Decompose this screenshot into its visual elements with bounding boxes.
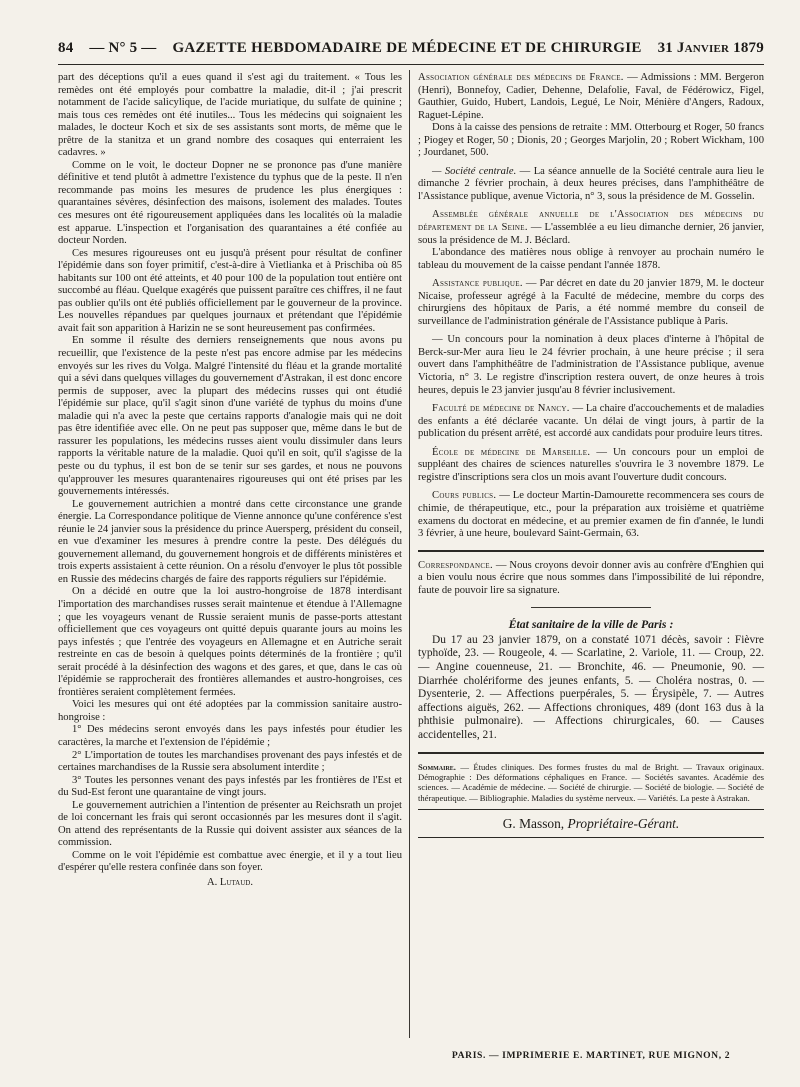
page-header bbox=[58, 40, 764, 62]
news-item-label: — Société centrale. bbox=[432, 165, 517, 177]
section-rule bbox=[418, 550, 764, 552]
news-item-label: Assemblée générale annuelle de l'Association des médecins du département de la Seine. bbox=[418, 209, 764, 234]
article-paragraph: 1° Des médecins seront envoyés dans les pays infestés pour étudier les caractères, la marche et l'extension de l'épidémie ; bbox=[58, 724, 402, 748]
issue-date: 31 Janvier 1879 bbox=[657, 40, 764, 56]
publisher-title: Propriétaire-Gérant. bbox=[567, 816, 680, 832]
article-paragraph: 3° Toutes les personnes venant des pays infestés par les frontières de l'Est et du Sud-Est feront une quarantaine de vingt jours. bbox=[58, 774, 402, 799]
page-number: 84 bbox=[58, 40, 74, 56]
news-item bbox=[418, 122, 764, 160]
news-item-label: Cours publics. bbox=[432, 490, 497, 502]
right-column bbox=[418, 72, 764, 838]
short-separator bbox=[531, 607, 651, 608]
news-item-label: École de médecine de Marseille. bbox=[432, 446, 591, 458]
news-item-label: Faculté de médecine de Nancy. bbox=[432, 403, 570, 415]
news-item-text: — La séance annuelle de la Société centrale aura lieu le dimanche 2 février prochain, à deux heures précises, dans l'amphithéâtre de l'Assistance publique, avenue Victoria, n° 3, sous la présidence de M. Gosselin. bbox=[418, 165, 764, 202]
article-paragraph: 2° L'importation de toutes les marchandises provenant des pays infestés et de certaines marchandises de la Russie sera absolument interdite ; bbox=[58, 749, 402, 774]
etat-sanitaire-title: État sanitaire de la ville de Paris : bbox=[508, 617, 674, 632]
correspondance-label: Correspondance. bbox=[418, 559, 493, 571]
news-item bbox=[418, 72, 764, 122]
news-item bbox=[418, 166, 764, 204]
news-item bbox=[418, 278, 764, 328]
news-item bbox=[418, 334, 764, 397]
correspondance-text: — Nous croyons devoir donner avis au confrère d'Enghien qui a bien voulu nous écrire que nous sommes dans l'impossibilité de lui répondre, faute de pouvoir lire sa signature. bbox=[418, 559, 764, 596]
section-rule bbox=[418, 809, 764, 810]
article-paragraph: Le gouvernement autrichien a l'intention de présenter au Reichsrath un projet de loi concernant les frais qui seront occasionnés par les mesures dont il s'agit. On attend des représentants de la Russie qui doivent assister aux séances de la commission. bbox=[58, 799, 402, 849]
news-item-label: Association générale des médecins de France. bbox=[418, 72, 624, 83]
printer-imprint: PARIS. — IMPRIMERIE E. MARTINET, RUE MIGNON, 2 bbox=[451, 1050, 731, 1061]
news-item-text: — Admissions : MM. Bergeron (Henri), Bonnefoy, Cadier, Dehenne, Delafolie, Faval, de Fédérowicz, Figel, Gauthier, Guido, Hubert, Landois, Legué, Le Noir, Ménière d'Angers, Radoux, Raguet-Lépine. bbox=[418, 72, 764, 121]
news-item-text: — Un concours pour un emploi de suppléant des chaires de sciences naturelles s'ouvrira le 3 novembre 1879. Le registre d'inscriptions sera clos un mois avant l'ouverture dudit concours. bbox=[418, 446, 764, 483]
article-paragraph: Comme on le voit l'épidémie est combattue avec énergie, et il y a tout lieu d'espérer qu'elle restera confinée dans son foyer. bbox=[58, 849, 402, 874]
news-item bbox=[418, 247, 764, 272]
left-column bbox=[58, 72, 402, 890]
news-item bbox=[418, 209, 764, 247]
etat-sanitaire-text: Du 17 au 23 janvier 1879, on a constaté 1071 décès, savoir : Fièvre typhoïde, 23. — Rougeole, 4. — Scarlatine, 2. Variole, 11. — Croup, 22. — Angine couenneuse, 21. — Bronchite, 46. — Pneumonie, 90. — Diarrhée cholériforme des jeunes enfants, 5. — Choléra nostras, 0. — Dysenterie, 2. — Affections puerpérales, 5. — Érysipèle, 7. — Autres affections aiguës, 262. — Affections chroniques, 489 (dont 163 dus à la phthisie pulmonaire). — Affections chirurgicales, 60. — Causes accidentelles, 21. bbox=[418, 633, 764, 741]
header-rule bbox=[58, 64, 764, 65]
article-paragraph: Ces mesures rigoureuses ont eu jusqu'à présent pour résultat de confiner l'épidémie dans son foyer primitif, c'est-à-dire à Vietlianka et à Prischiba où 85 habitants sur 100 ont été atteints, et 40 pour 100 de la population tout entière ont succombé au fléau. Quelque exagérés que puissent paraître ces chiffres, il ne faut pas oublier qu'ils ont été publiés officiellement par le gouverneur de la province. Les nouvelles répandues par quelques journaux et prétendant que l'épidémie avait fait son apparition à Harizin ne se sont heureusement pas confirmées. bbox=[58, 247, 402, 334]
article-signature: A. Lutaud. bbox=[206, 877, 253, 888]
section-rule bbox=[418, 752, 764, 754]
issue-number: — N° 5 — bbox=[89, 40, 157, 56]
news-item-text: — L'assemblée a eu lieu dimanche dernier, 26 janvier, sous la présidence de M. J. Béclard. bbox=[418, 222, 764, 246]
article-paragraph: part des déceptions qu'il a eues quand il s'est agi du traitement. « Tous les remèdes ont été employés pour combattre la maladie, dit-il ; j'ai prescrit notamment de l'acide salicylique, de l'acide muriatique, du sulfate de quinine ; mais tous ces remèdes ont été inutiles... Tous les médecins qui soignaient les malades, le docteur Koch et six de ses assistants sont morts, de même que le prêtre de la stanitza et un grand nombre des cosaques qui enterraient les cadavres. » bbox=[58, 72, 402, 159]
publisher-line bbox=[418, 818, 764, 831]
news-item bbox=[418, 403, 764, 441]
sommaire-label: Sommaire. bbox=[418, 761, 456, 772]
news-item-text: — Le docteur Martin-Damourette recommencera ses cours de chimie, de thérapeutique, etc., pour la préparation aux troisième et quatrième examens du doctorat en médecine, et au premier examen de fin d'année, le lundi 3 février, à une heure, boulevard Saint-Germain, 63. bbox=[418, 490, 764, 540]
correspondance-notice bbox=[418, 560, 764, 598]
news-item-text: L'abondance des matières nous oblige à renvoyer au prochain numéro le tableau du mouvement de la caisse pendant l'année 1878. bbox=[418, 247, 764, 271]
article-paragraph: Le gouvernement autrichien a montré dans cette circonstance une grande énergie. La Correspondance politique de Vienne annonce qu'une conférence s'est réunie le 24 janvier sous la présidence du prince Auersperg, président du conseil, en vue d'examiner les mesures à prendre contre la peste. Des délégués du gouvernement allemand, du gouvernement hongrois et de différents ministères et trois experts assistaient à cette réunion. On a résolu d'envoyer le plus tôt possible en Russie des médecins chargés de faire des rapports réguliers sur l'épidémie. bbox=[58, 498, 402, 585]
news-item bbox=[418, 490, 764, 540]
section-rule bbox=[418, 837, 764, 838]
news-item-text: — Un concours pour la nomination à deux places d'interne à l'hôpital de Berck-sur-Mer aura lieu le 24 février prochain, à une heure précise ; il sera ouvert dans l'amphithéâtre de l'administration de l'Assistance publique, avenue Victoria, n° 3. Le registre d'inscription restera ouvert, de onze heures à trois heures, depuis le 23 janvier jusqu'au 8 février inclusivement. bbox=[418, 334, 764, 396]
article-paragraph: Comme on le voit, le docteur Dopner ne se prononce pas d'une manière définitive et tend plutôt à admettre l'existence du typhus que de la peste. Il n'en recommande pas moins les mesures de prudence les plus énergiques : quarantaines sévères, désinfection des maisons, isolement des malades. Toutes ces mesures ont été rigoureusement appliquées dans les localités où la maladie est apparue. L'inspection et l'organisation des quarantaines a été confiée au docteur Norden. bbox=[58, 159, 402, 247]
news-item-text: — La chaire d'accouchements et de maladies des enfants a été déclarée vacante. Un délai de vingt jours, à partir de la publication du présent arrêté, est accordé aux candidats pour produire leurs titres. bbox=[418, 403, 764, 440]
news-item-text: Dons à la caisse des pensions de retraite : MM. Otterbourg et Roger, 50 francs ; Piogey et Roger, 50 ; Dionis, 20 ; Georges Marjolin, 20 ; Robert Wickham, 100 ; Jourdanet, 500. bbox=[418, 122, 764, 159]
news-item bbox=[418, 447, 764, 485]
news-item-text: — Par décret en date du 20 janvier 1879, M. le docteur Nicaise, professeur agrégé à la Faculté de médecine, membre du corps des chirurgiens des hôpitaux de Paris, a été nommé membre du conseil de surveillance de l'administration générale de l'Assistance publique à Paris. bbox=[418, 278, 764, 327]
article-paragraph: Voici les mesures qui ont été adoptées par la commission sanitaire austro-hongroise : bbox=[58, 699, 402, 723]
publisher-name: G. Masson, bbox=[502, 816, 565, 832]
sommaire bbox=[418, 762, 764, 804]
sommaire-text: — Études cliniques. Des formes frustes du mal de Bright. — Travaux originaux. Démographie : Des déformations céphaliques en France. — Sociétés savantes. Académie des sciences. — Académie de médecine. — Société de chirurgie. — Société de biologie. — Société de thérapeutique. — Bibliographie. Maladies du système nerveux. — Variétés. La peste à Astrakan. bbox=[418, 761, 764, 803]
column-divider bbox=[409, 70, 410, 1038]
news-item-label: Assistance publique. bbox=[432, 278, 523, 290]
article-paragraph: On a décidé en outre que la loi austro-hongroise de 1878 interdisant l'importation des marchandises russes serait maintenue et étendue à l'Allemagne ; que les voyageurs venant de Russie seraient munis de passe-ports attestant officiellement que ces voyageurs ont quitté depuis quarante jours au moins les pays infestés ; que l'entrée des voyageurs en Allemagne et en Autriche serait restreinte en cas de besoin à quelques points déterminés de la frontière ; qu'il serait procédé à la désinfection des wagons et des gares, et que, dans le cas où l'épidémie se rapprocherait des frontières allemandes et austro-hongroises, ces frontières seraient complètement fermées. bbox=[58, 586, 402, 698]
journal-title: GAZETTE HEBDOMADAIRE DE MÉDECINE ET DE CHIRURGIE bbox=[172, 40, 642, 56]
article-paragraph: En somme il résulte des derniers renseignements que nous avons pu recueillir, que l'existence de la peste n'est pas encore admise par les médecins envoyés sur les rives du Volga. Malgré l'intensité du fléau et la grande mortalité qui a sévi dans quelques villages du gouvernement d'Astrakan, il est donc encore permis de supposer, avec la plupart des médecins russes qui ont étudié l'épidémie sur place, qu'il s'agit sinon d'une variété de typhus du moins d'une maladie qui n'a avec la peste que certains rapports d'analogie mais qui ne doit pas être identifiée avec elle. On ne peut pas supposer que, même dans le but de rassurer les populations, les médecins russes aient voulu dissimuler dans leurs rapports la véritable nature de la maladie. Quoi qu'il en soit, qu'il s'agisse de la peste ou du typhus, il est bon de se tenir sur ses gardes, et nous ne pouvons qu'approuver les mesures quarantenaires rigoureuses qui ont été prises par les gouvernements intéressés. bbox=[58, 335, 402, 498]
